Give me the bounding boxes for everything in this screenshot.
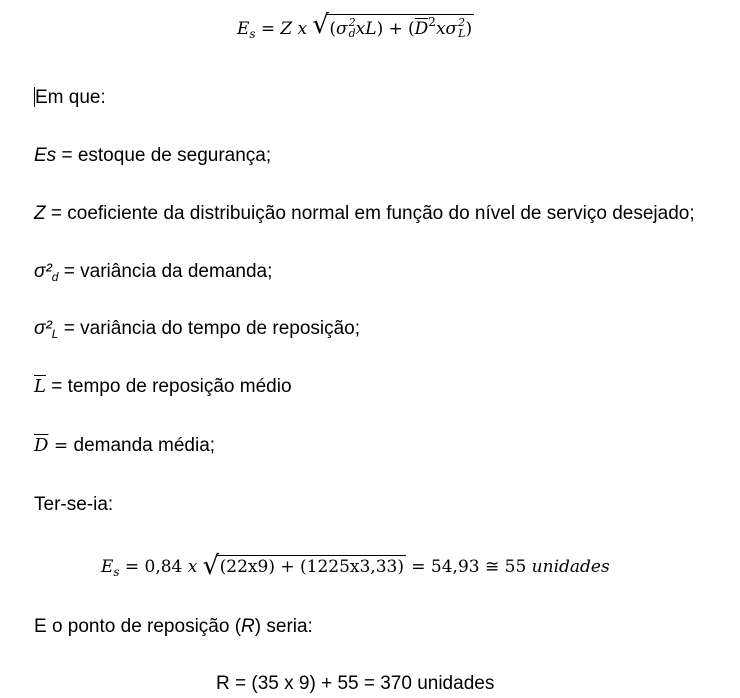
- def-symbol-es: Es: [34, 145, 57, 166]
- reorder-symbol: R: [241, 616, 255, 637]
- definition-sigma-l: [34, 318, 360, 341]
- intro-text: Em que:: [35, 87, 106, 108]
- calc-lhs-sub: s: [113, 565, 120, 579]
- formula-dbar: $\overline{D}$: [414, 19, 429, 39]
- formula-close: ): [376, 19, 384, 39]
- def-text-es: = estoque de segurança;: [56, 145, 272, 166]
- formula-sigma-l: σ: [445, 19, 458, 39]
- def-text-lbar: = tempo de reposição médio: [45, 376, 292, 397]
- formula-sqrt: √ (σ 2 d $xL) + (\overline{D}^2x\sigma$ 2 L ): [312, 10, 473, 40]
- calc-sqrt: √ (22x9) + (1225x3,33): [202, 551, 404, 581]
- formula-sigma-d-sup: 2: [348, 16, 356, 29]
- def-symbol-dbar: $\overline{D}$: [34, 435, 49, 456]
- formula-x1: x: [355, 19, 366, 39]
- def-text-sigma-l: = variância do tempo de reposição;: [58, 318, 361, 339]
- def-eq-dbar: =: [48, 436, 74, 456]
- formula-open2: (: [408, 19, 415, 39]
- def-text-sigma-d: = variância da demanda;: [58, 261, 273, 282]
- calc-unit: unidades: [531, 557, 610, 577]
- formula-sigma-l-sup: 2: [458, 16, 466, 29]
- intro-line: [34, 87, 106, 109]
- tersia-text: Ter-se-ia:: [34, 494, 114, 515]
- formula-open: (: [329, 19, 337, 39]
- formula-close2: ): [465, 19, 473, 39]
- formula-eq: =: [260, 19, 276, 39]
- def-sub-d: d: [51, 270, 59, 284]
- formula-plus: +: [388, 19, 403, 39]
- formula-sigma-l-sub: L: [458, 27, 466, 40]
- def-symbol-z: Z: [34, 203, 46, 224]
- final-formula-text: R = (35 x 9) + 55 = 370 unidades: [216, 673, 495, 694]
- final-formula: [216, 673, 494, 695]
- formula-lhs-sub: s: [249, 27, 256, 41]
- calc-times: x: [187, 557, 198, 577]
- formula-sigma-d-sub: d: [348, 27, 356, 40]
- def-text-z: = coeficiente da distribuição normal em função do nível de serviço desejado;: [45, 203, 695, 224]
- formula-dbar-sup: 2: [428, 15, 436, 29]
- formula-z: Z: [280, 19, 293, 39]
- reorder-text-1: E o ponto de reposição (: [34, 616, 242, 637]
- calc-radicand: (22x9) + (1225x3,33): [219, 557, 404, 577]
- safety-stock-formula: [237, 10, 474, 41]
- def-symbol-lbar: $\overline{L}$: [34, 376, 46, 397]
- calc-formula: [101, 551, 610, 581]
- reorder-point-line: [34, 616, 313, 638]
- formula-times: x: [297, 19, 308, 39]
- formula-sigma-d: σ: [336, 19, 348, 39]
- definition-es: [34, 145, 271, 167]
- reorder-text-2: ) seria:: [254, 616, 313, 637]
- calc-result: = 54,93 ≅ 55: [411, 557, 532, 577]
- definition-sigma-d: [34, 261, 272, 284]
- formula-lhs: E: [237, 19, 250, 39]
- def-symbol-sigma-l: σ²: [34, 318, 52, 339]
- definition-lbar: [34, 376, 292, 398]
- def-text-dbar: demanda média;: [73, 435, 216, 456]
- tersia-line: [34, 494, 113, 516]
- formula-x2: x: [435, 19, 446, 39]
- definition-dbar: [34, 435, 215, 457]
- calc-lhs: E: [101, 557, 114, 577]
- formula-L: L: [365, 19, 377, 39]
- definition-z: [34, 203, 695, 225]
- def-sub-l: L: [51, 327, 59, 341]
- def-symbol-sigma-d: σ²: [34, 261, 52, 282]
- calc-eq: = 0,84: [124, 557, 188, 577]
